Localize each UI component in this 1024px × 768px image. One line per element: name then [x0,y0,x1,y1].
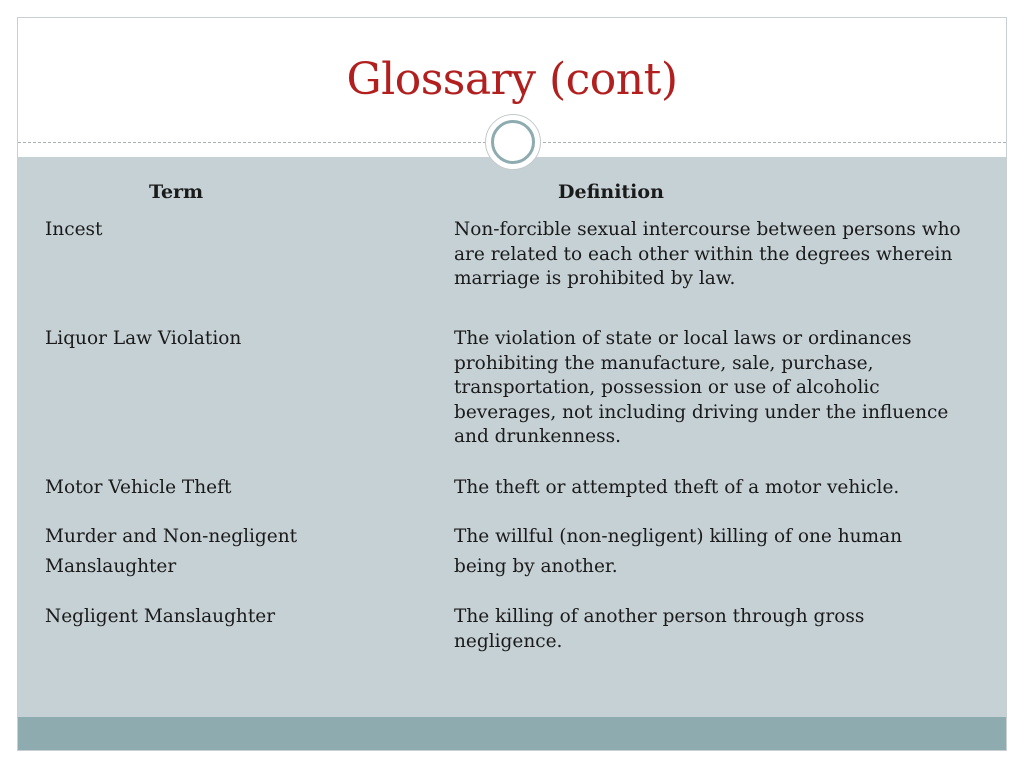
glossary-definition-murder: The willful (non-negligent) killing of one human being by another. [454,526,903,577]
term-column-header: Term [149,181,204,203]
slide-title: Glossary (cont) [346,54,678,105]
glossary-definition-motor-vehicle-theft: The theft or attempted theft of a motor vehicle. [454,477,900,498]
glossary-term-negligent-manslaughter: Negligent Manslaughter [45,606,276,627]
glossary-term-murder: Murder and Non-negligent Manslaughter [45,526,298,577]
glossary-definition-incest: Non-forcible sexual intercourse between persons who are related to each other within the degrees wherein marriage is prohibited by law. [454,219,961,289]
definition-column-header: Definition [558,181,664,203]
glossary-definition-negligent-manslaughter: The killing of another person through gross negligence. [454,606,865,652]
glossary-definition-liquor-law-violation: The violation of state or local laws or ordinances prohibiting the manufacture, sale, purchase, transportation, possession or use of alcoholic beverages, not including driving under the influence and drunkenness. [454,328,949,447]
glossary-term-motor-vehicle-theft: Motor Vehicle Theft [45,477,232,498]
inner-ring [491,120,535,164]
glossary-term-liquor-law-violation: Liquor Law Violation [45,328,242,349]
circle-ring-icon [485,114,541,170]
glossary-term-incest: Incest [45,219,103,240]
footer-bar [18,717,1006,751]
content-area [18,157,1006,717]
slide [17,17,1007,751]
